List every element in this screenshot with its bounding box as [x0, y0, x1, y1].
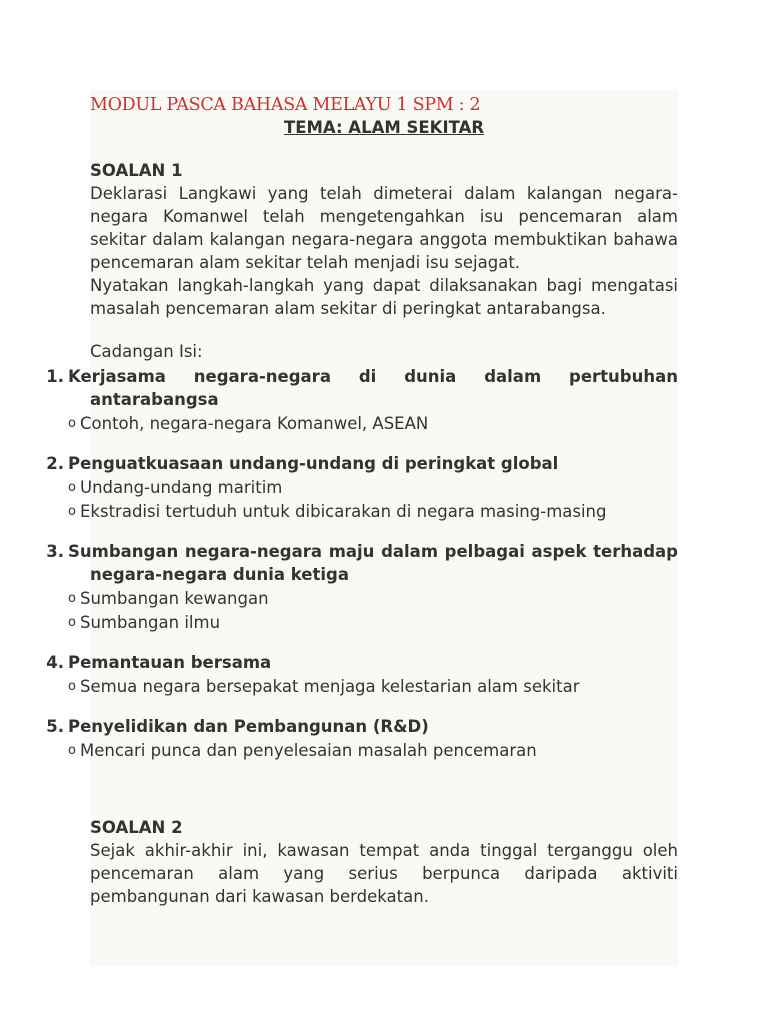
list-item-number: 2. — [46, 454, 64, 473]
sub-item — [68, 476, 678, 499]
sub-item-text: Semua negara bersepakat menjaga kelestarian alam sekitar — [80, 677, 580, 696]
points-list — [46, 365, 678, 762]
list-item-number: 1. — [46, 367, 64, 386]
sub-item-text: Sumbangan ilmu — [80, 613, 221, 632]
list-item — [46, 365, 678, 435]
question-1-label: SOALAN 1 — [90, 161, 183, 180]
question-1-paragraph-2: Nyatakan langkah-langkah yang dapat dilaksanakan bagi mengatasi masalah pencemaran alam sekitar di peringkat antarabangsa. — [90, 276, 678, 318]
module-title: MODUL PASCA BAHASA MELAYU 1 SPM : 2 — [90, 95, 481, 115]
list-item-number: 4. — [46, 653, 64, 672]
list-item-title: Penguatkuasaan undang-undang di peringkat global — [68, 454, 559, 473]
question-1-paragraph-1: Deklarasi Langkawi yang telah dimeterai dalam kalangan negara-negara Komanwel telah mengetengahkan isu pencemaran alam sekitar dalam kalangan negara-negara anggota membuktikan bahawa pencemaran alam sekitar telah menjadi isu sejagat. — [90, 184, 678, 272]
circle-bullet-icon: o — [68, 679, 76, 694]
circle-bullet-icon: o — [68, 743, 76, 758]
list-item-number: 3. — [46, 542, 64, 561]
list-item — [46, 715, 678, 762]
list-item — [46, 651, 678, 698]
list-item-title: Penyelidikan dan Pembangunan (R&D) — [68, 717, 429, 736]
list-item-title: Sumbangan negara-negara maju dalam pelbagai aspek terhadap negara-negara dunia ketiga — [68, 542, 678, 584]
list-item-title: Pemantauan bersama — [68, 653, 272, 672]
sub-item-text: Contoh, negara-negara Komanwel, ASEAN — [80, 414, 429, 433]
sub-item — [68, 611, 678, 634]
theme-heading: TEMA: ALAM SEKITAR — [283, 118, 485, 137]
list-item — [46, 540, 678, 634]
sub-item-text: Sumbangan kewangan — [80, 589, 269, 608]
sub-item-text: Mencari punca dan penyelesaian masalah pencemaran — [80, 741, 537, 760]
list-item-title: Kerjasama negara-negara di dunia dalam pertubuhan antarabangsa — [68, 367, 678, 409]
sub-item — [68, 500, 678, 523]
question-2-label: SOALAN 2 — [90, 818, 183, 837]
circle-bullet-icon: o — [68, 615, 76, 630]
question-2-paragraph-1: Sejak akhir-akhir ini, kawasan tempat anda tinggal terganggu oleh pencemaran alam yang serius berpunca daripada aktiviti pembangunan dari kawasan berdekatan. — [90, 841, 678, 906]
sub-item-text: Undang-undang maritim — [80, 478, 283, 497]
circle-bullet-icon: o — [68, 591, 76, 606]
circle-bullet-icon: o — [68, 480, 76, 495]
document-content — [46, 93, 678, 908]
sub-item — [68, 739, 678, 762]
suggested-content-label: Cadangan Isi: — [90, 342, 203, 361]
sub-item — [68, 412, 678, 435]
sub-item-text: Ekstradisi tertuduh untuk dibicarakan di negara masing-masing — [80, 502, 607, 521]
list-item-number: 5. — [46, 717, 64, 736]
sub-item — [68, 675, 678, 698]
circle-bullet-icon: o — [68, 504, 76, 519]
circle-bullet-icon: o — [68, 416, 76, 431]
list-item — [46, 452, 678, 523]
sub-item — [68, 587, 678, 610]
